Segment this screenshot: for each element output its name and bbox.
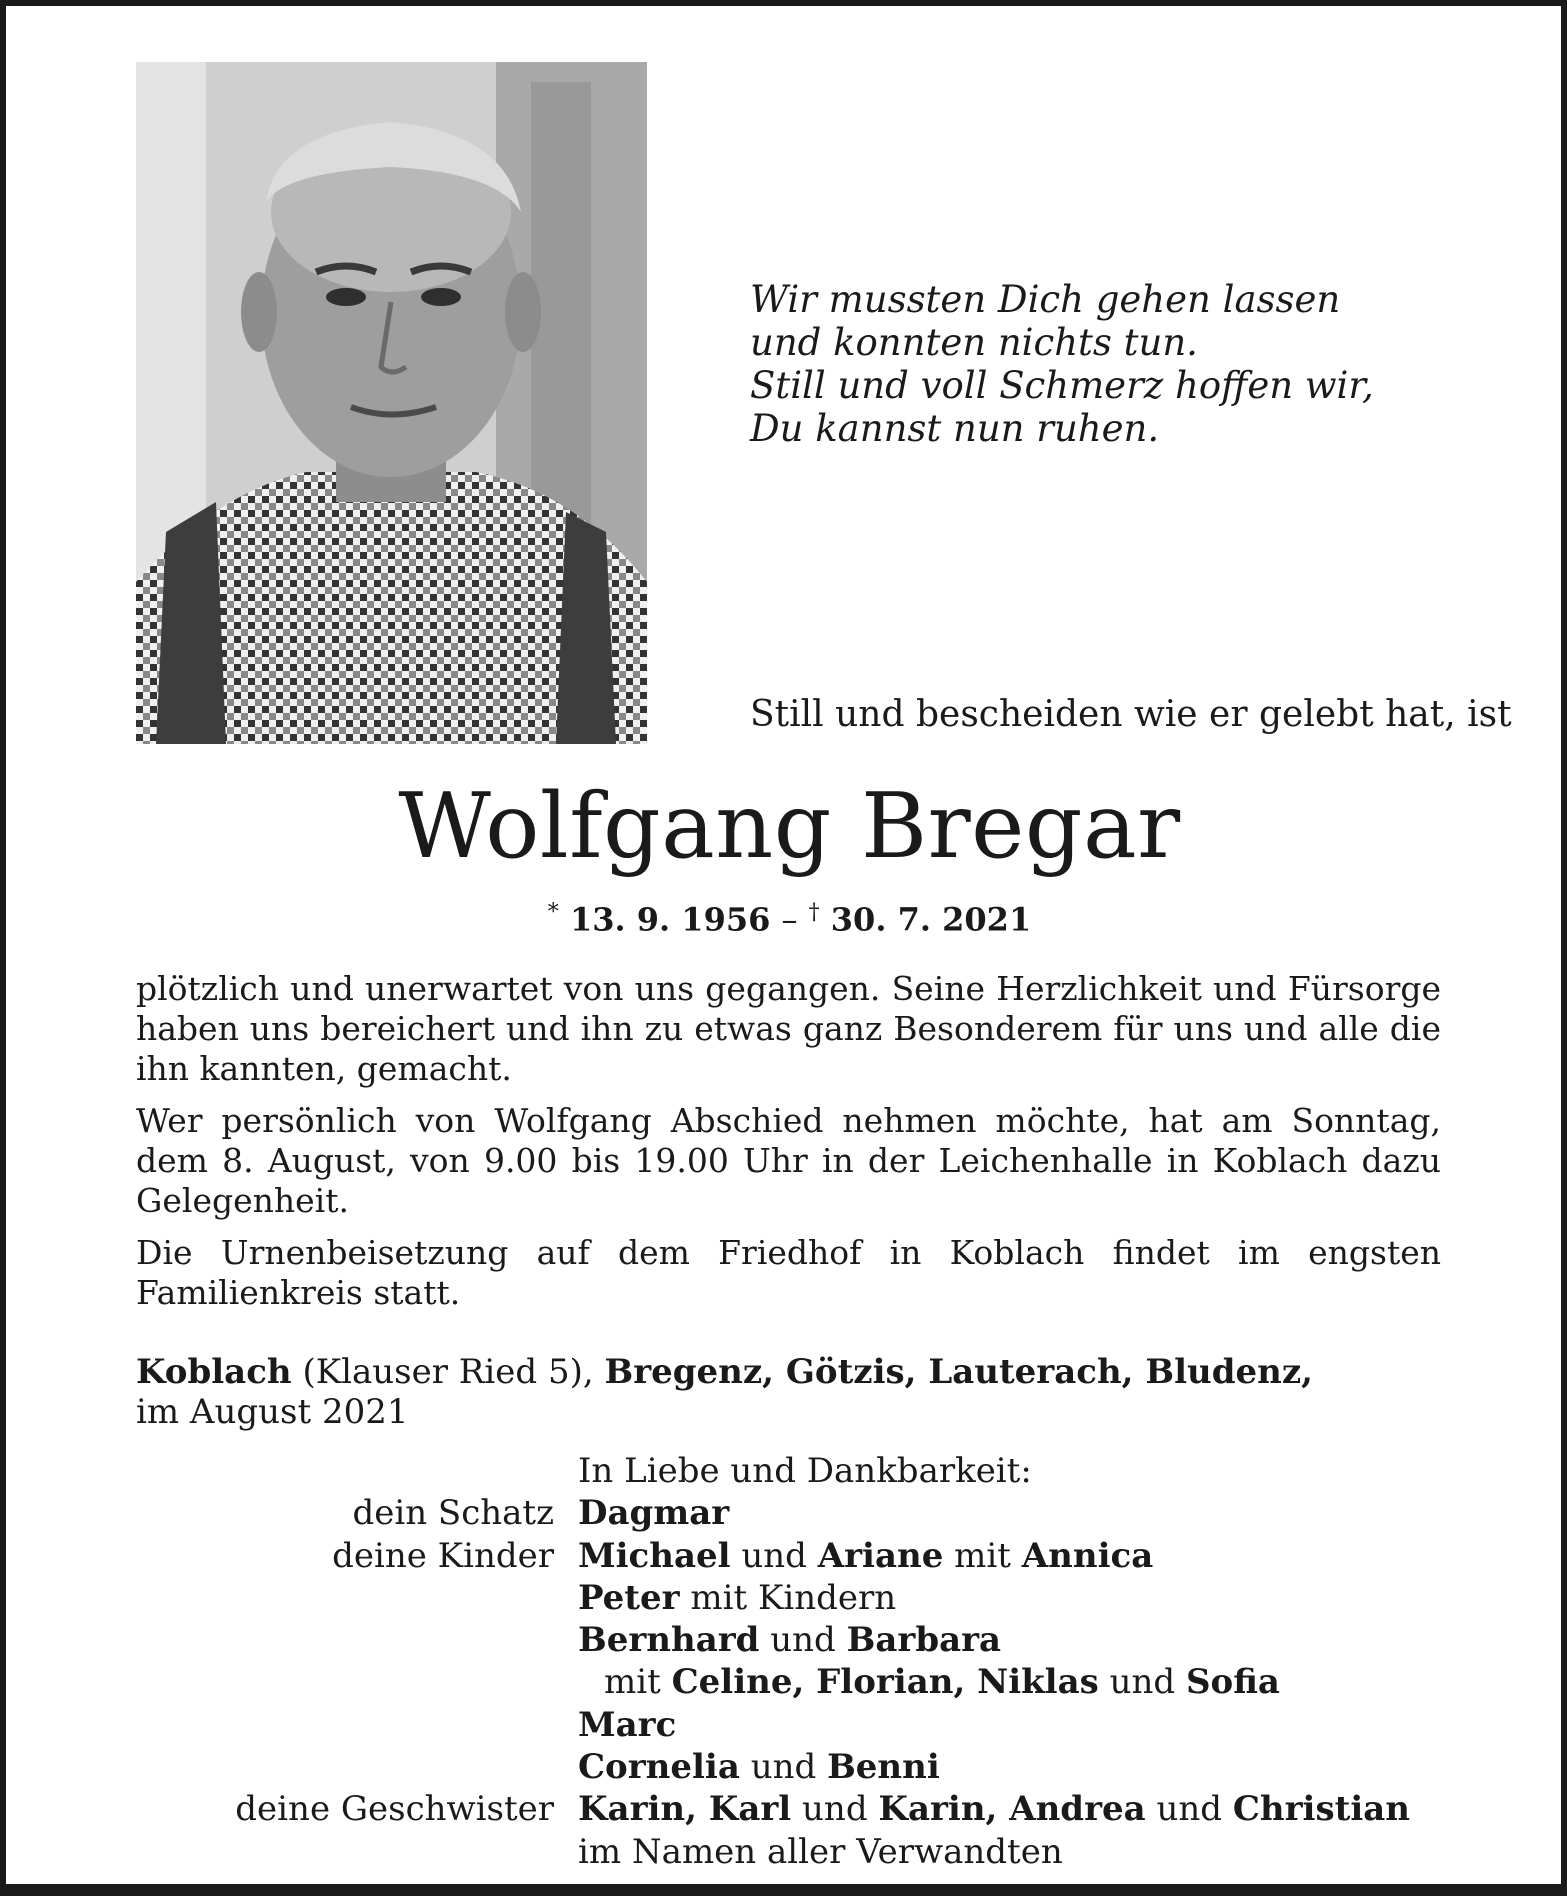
poem-line: Wir mussten Dich gehen lassen — [750, 278, 1341, 321]
place-others: Bregenz, Götzis, Lauterach, Bludenz, — [604, 1352, 1313, 1392]
mourner-name: Peter — [578, 1577, 680, 1618]
mourner-name: Celine, Florian, Niklas — [671, 1662, 1099, 1703]
mourner-name: Barbara — [846, 1620, 1002, 1661]
siblings-label: deine Geschwister — [235, 1789, 554, 1830]
deceased-name: Wolfgang Bregar — [398, 774, 1181, 879]
paragraph: Wer persönlich von Wolfgang Abschied nehmen möchte, hat am Sonntag, dem 8. August, von 9.00 bis 19.00 Uhr in der Leichenhalle in Koblach dazu Gelegenheit. — [136, 1101, 1441, 1220]
death-symbol: † — [808, 900, 820, 925]
connector: und — [770, 1620, 836, 1661]
death-date: 30. 7. 2021 — [830, 900, 1032, 939]
mourner-row — [6, 1704, 1567, 1746]
connector: mit Kindern — [690, 1577, 897, 1618]
poem-line: Du kannst nun ruhen. — [750, 407, 1160, 450]
partner-name: Dagmar — [578, 1493, 730, 1534]
poem — [750, 278, 1374, 450]
mourner-name: Karin, Karl — [578, 1789, 792, 1830]
obituary-text — [136, 969, 1441, 1325]
connector: und — [1109, 1662, 1176, 1703]
mourner-name: Marc — [578, 1704, 677, 1745]
poem-line: Still und voll Schmerz hoffen wir, — [750, 364, 1374, 407]
mourner-row — [6, 1661, 1567, 1703]
mourner-name: Cornelia — [578, 1747, 740, 1788]
connector: und — [741, 1535, 807, 1576]
intro-line: Still und bescheiden wie er gelebt hat, ist — [750, 694, 1512, 735]
mourner-row — [6, 1619, 1567, 1661]
connector: und — [750, 1747, 817, 1788]
connector: und — [802, 1789, 868, 1830]
mourner-name: Christian — [1232, 1789, 1410, 1830]
portrait-photo — [136, 62, 647, 744]
partner-row — [6, 1492, 1567, 1534]
connector: mit — [604, 1662, 661, 1703]
place-and-date — [136, 1352, 1313, 1432]
place-address: (Klauser Ried 5), — [302, 1352, 594, 1392]
mourner-name: Bernhard — [578, 1620, 760, 1661]
paragraph: Die Urnenbeisetzung auf dem Friedhof in Koblach findet im engsten Familienkreis statt. — [136, 1233, 1441, 1312]
birth-date: 13. 9. 1956 — [569, 900, 771, 939]
place-date: im August 2021 — [136, 1392, 409, 1432]
birth-symbol: * — [547, 900, 559, 925]
mourner-row — [6, 1577, 1567, 1619]
siblings-row — [6, 1788, 1567, 1830]
portrait-illustration — [136, 62, 647, 744]
poem-line: und konnten nichts tun. — [750, 321, 1198, 364]
mourner-name: Sofia — [1185, 1662, 1280, 1703]
mourner-name: Annica — [1021, 1535, 1154, 1576]
children-label: deine Kinder — [332, 1535, 554, 1576]
connector: mit — [954, 1535, 1011, 1576]
date-separator: – — [781, 900, 798, 939]
mourner-name: Karin, Andrea — [878, 1789, 1146, 1830]
closing-line: im Namen aller Verwandten — [578, 1831, 1063, 1872]
partner-label: dein Schatz — [352, 1493, 554, 1534]
signoff-heading: In Liebe und Dankbarkeit: — [578, 1451, 1032, 1491]
connector: und — [1156, 1789, 1223, 1830]
paragraph: plötzlich und unerwartet von uns gegangen. Seine Herzlichkeit und Fürsorge haben uns bereichert und ihn zu etwas ganz Besonderem für uns und alle die ihn kannten, gemacht. — [136, 969, 1441, 1088]
closing-row — [6, 1831, 1567, 1873]
mourner-row — [6, 1746, 1567, 1788]
mourner-name: Ariane — [817, 1535, 944, 1576]
life-dates — [6, 900, 1567, 939]
place-town: Koblach — [136, 1352, 292, 1392]
signoff-heading-row — [6, 1450, 1567, 1492]
mourner-name: Michael — [578, 1535, 731, 1576]
mourner-name: Benni — [827, 1747, 940, 1788]
children-row — [6, 1535, 1567, 1577]
mourners-list — [6, 1450, 1567, 1873]
